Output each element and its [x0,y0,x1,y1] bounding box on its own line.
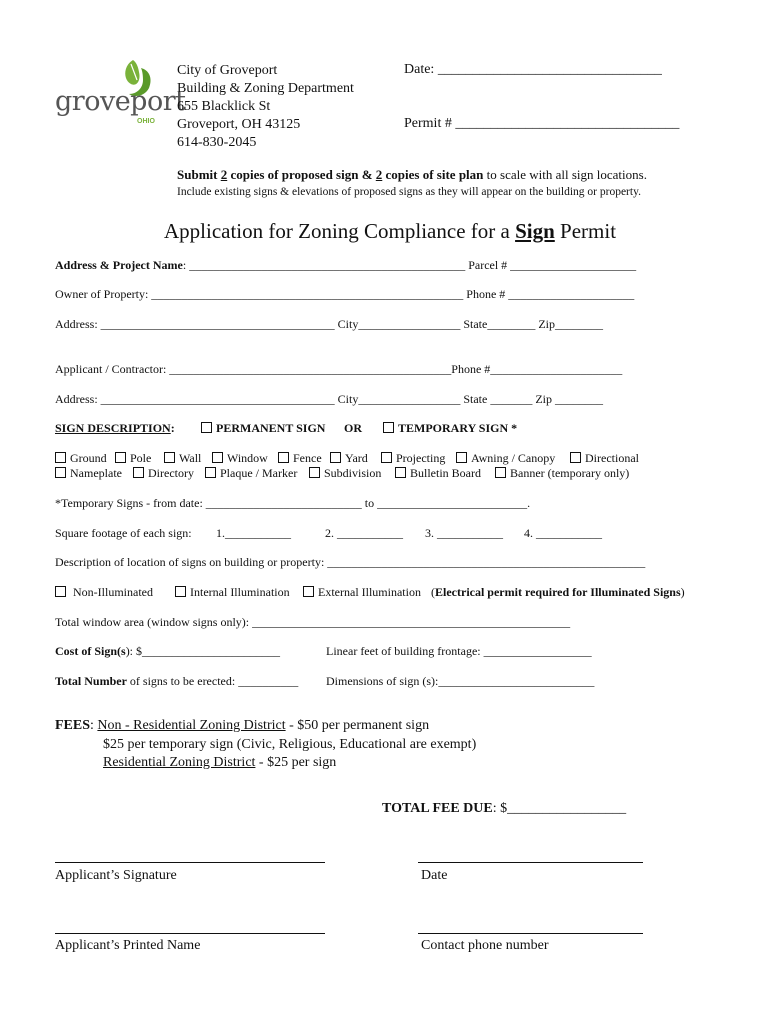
option-label: External Illumination [318,585,421,599]
instructions-text: copies of proposed sign & [227,167,376,182]
illumination-non[interactable] [55,585,153,600]
checkbox[interactable] [212,452,223,463]
option-label: Wall [179,451,202,465]
sign-description-row [55,421,175,436]
instructions-text: Submit [177,167,221,182]
square-footage-3[interactable]: 3. ___________ [425,526,503,540]
checkbox[interactable] [456,452,467,463]
sign-type-ground[interactable] [55,451,107,466]
title-text: Permit [554,219,617,243]
department-address [177,62,354,152]
frontage-field[interactable]: Linear feet of building frontage: __________________ [326,644,592,658]
location-description-field[interactable]: Description of location of signs on building or property: _____________________________________________________ [55,555,646,569]
temporary-dates-field[interactable]: *Temporary Signs - from date: __________________________ to _________________________. [55,496,531,510]
checkbox[interactable] [55,586,66,597]
address-line: 655 Blacklick St [177,99,271,114]
field-label: Address & Project Name [55,258,183,272]
applicant-address-field[interactable]: Address: _______________________________________ City_________________ State _______ Zip ________ [55,392,603,406]
checkbox[interactable] [383,422,394,433]
option-label: Internal Illumination [190,585,290,599]
checkbox[interactable] [55,452,66,463]
field-label: Cost of Sign [55,644,118,658]
sign-type-banner[interactable] [495,466,629,481]
fees-line-1 [55,717,429,735]
sign-type-directory[interactable] [133,466,194,481]
owner-address-field[interactable]: Address: _______________________________________ City_________________ State________ Zip________ [55,317,603,331]
paren: ( [431,585,435,599]
signature-line[interactable] [55,862,325,863]
or-label: OR [344,421,362,435]
checkbox[interactable] [164,452,175,463]
dimensions-field[interactable]: Dimensions of sign (s):__________________________ [326,674,595,688]
contact-phone-label: Contact phone number [421,938,549,953]
permit-number-field[interactable]: Permit # ________________________________ [404,116,680,131]
printed-name-label: Applicant’s Printed Name [55,938,201,953]
sign-type-pole[interactable] [115,451,151,466]
fees-label: FEES [55,718,91,733]
permanent-sign-option[interactable] [201,421,325,436]
option-label: Plaque / Marker [220,466,298,480]
instructions-text: copies of site plan [382,167,484,182]
option-label: Directory [148,466,194,480]
cost-field[interactable] [55,644,280,659]
field-label: ): [125,644,134,658]
window-area-field[interactable]: Total window area (window signs only): _____________________________________________________ [55,615,571,629]
option-label: Window [227,451,268,465]
sign-type-bulletin-board[interactable] [395,466,481,481]
option-label: Bulletin Board [410,466,481,480]
field-label: (s [117,644,126,658]
sign-type-yard[interactable] [330,451,368,466]
electrical-permit-note [431,585,685,600]
fees-line-3 [103,755,336,771]
address-line: Groveport, OH 43125 [177,117,301,132]
field-label: Total Number [55,674,127,688]
sign-description-label: SIGN DESCRIPTION [55,421,171,435]
instructions-text: to scale with all sign locations. [483,167,647,182]
option-label: TEMPORARY SIGN * [398,421,518,435]
checkbox[interactable] [115,452,126,463]
note-text: Electrical permit required for Illuminated Signs [435,585,681,599]
checkbox[interactable] [201,422,212,433]
sign-type-projecting[interactable] [381,451,445,466]
sign-type-subdivision[interactable] [309,466,381,481]
fees-colon: : [90,718,98,733]
field-blank[interactable]: of signs to be erected: __________ [126,674,299,688]
illumination-internal[interactable] [175,585,290,600]
option-label: Projecting [396,451,446,465]
sign-type-nameplate[interactable] [55,466,122,481]
option-label: PERMANENT SIGN [216,421,326,435]
field-label: TOTAL FEE DUE [382,801,493,816]
fees-line-2: $25 per temporary sign (Civic, Religious, Educational are exempt) [103,737,477,752]
fees-district: Non - Residential Zoning District [97,718,286,733]
instructions-line-2: Include existing signs & elevations of proposed signs as they will appear on the building or property. [177,186,641,198]
fees-amount: - $50 per permanent sign [285,718,430,733]
sign-type-window[interactable] [212,451,268,466]
sign-type-fence[interactable] [278,451,322,466]
sign-type-wall[interactable] [164,451,201,466]
sign-type-awning[interactable] [456,451,555,466]
temporary-sign-option[interactable] [383,421,517,436]
option-label: Awning / Canopy [471,451,556,465]
checkbox[interactable] [205,467,216,478]
owner-field[interactable]: Owner of Property: ____________________________________________________ Phone # _____________________ [55,287,635,301]
checkbox[interactable] [395,467,406,478]
paren: ) [680,585,685,599]
option-label: Non-Illuminated [73,585,153,599]
logo-state: OHIO [137,118,155,125]
square-footage-label: Square footage of each sign: [55,526,192,540]
option-label: Banner (temporary only) [510,466,630,480]
fees-block [55,717,429,735]
checkbox[interactable] [570,452,581,463]
field-blank[interactable]: : $_________________ [492,801,627,816]
illumination-external[interactable] [303,585,421,600]
checkbox[interactable] [175,586,186,597]
instructions-number: 2 [220,167,228,182]
total-fee-field[interactable] [382,801,626,817]
address-line: Building & Zoning Department [177,81,354,96]
address-line: City of Groveport [177,63,278,78]
date-line[interactable] [418,862,643,863]
date-label: Date [421,868,448,883]
checkbox[interactable] [278,452,289,463]
address-line: 614-830-2045 [177,135,257,150]
field-blank[interactable]: : ______________________________________________ Parcel # _____________________ [182,258,637,272]
square-footage-1[interactable]: 1.___________ [216,526,291,540]
sign-type-directional[interactable] [570,451,639,466]
address-project-field[interactable] [55,258,636,273]
square-footage-4[interactable]: 4. ___________ [524,526,602,540]
applicant-signature-label: Applicant’s Signature [55,868,177,883]
option-label: Subdivision [324,466,382,480]
total-number-field[interactable] [55,674,298,689]
printed-name-line[interactable] [55,933,325,934]
checkbox[interactable] [55,467,66,478]
instructions-number: 2 [375,167,383,182]
field-blank[interactable]: $_______________________ [133,644,281,658]
checkbox[interactable] [330,452,341,463]
option-label: Ground [70,451,107,465]
option-label: Yard [345,451,368,465]
title-text: Application for Zoning Compliance for a [164,219,516,243]
logo-wordmark: groveport [55,86,186,117]
checkbox[interactable] [133,467,144,478]
checkbox[interactable] [495,467,506,478]
option-label: Directional [585,451,639,465]
checkbox[interactable] [381,452,392,463]
square-footage-2[interactable]: 2. ___________ [325,526,403,540]
fees-amount: - $25 per sign [255,755,337,770]
checkbox[interactable] [309,467,320,478]
title-emphasis: Sign [515,219,555,243]
contact-phone-line[interactable] [418,933,643,934]
groveport-logo [55,58,186,128]
instructions-line-1 [177,167,647,183]
sign-type-plaque[interactable] [205,466,297,481]
applicant-field[interactable]: Applicant / Contractor: _______________________________________________Phone #______________________ [55,362,623,376]
form-title [164,219,616,244]
sign-description-colon: : [170,421,175,435]
checkbox[interactable] [303,586,314,597]
option-label: Pole [130,451,152,465]
option-label: Nameplate [70,466,122,480]
date-field[interactable]: Date: ________________________________ [404,62,662,77]
fees-district: Residential Zoning District [103,755,256,770]
option-label: Fence [293,451,322,465]
